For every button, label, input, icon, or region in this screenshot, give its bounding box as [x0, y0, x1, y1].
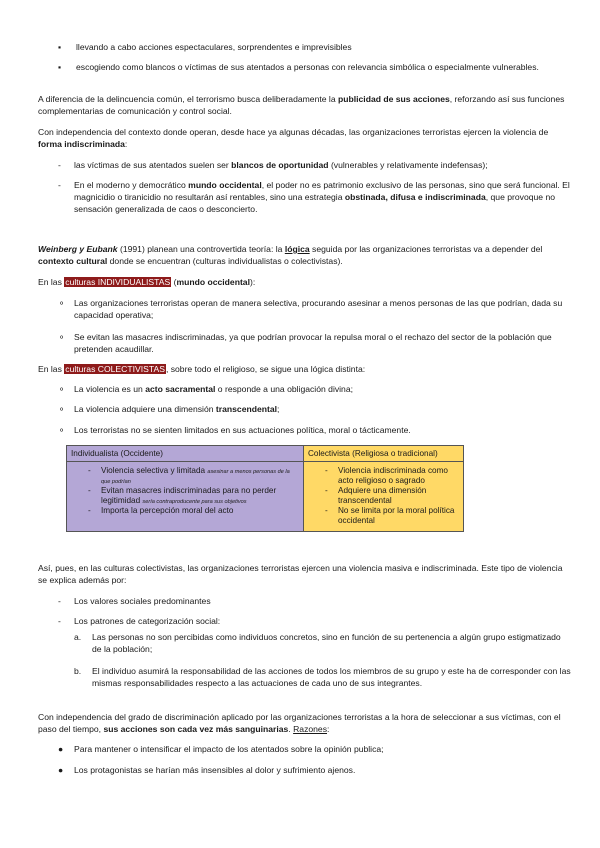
square-bullet-icon: ▪: [58, 62, 62, 72]
list-item: - En el moderno y democrático mundo occidental, el poder no es patrimonio exclusivo de las personas, sino que será funcional. El magnicidio o tiranicidio no resultarán así rentables, sino una estrategia obstinada, difusa e indiscriminada, que provoque no sensación generalizada de caos o desconcierto.: [58, 180, 570, 214]
list-item: ▪ llevando a cabo acciones espectaculares, sorprendentes e imprevisibles: [58, 42, 352, 52]
square-bullet-icon: ▪: [58, 42, 62, 52]
highlight-individualistas: culturas INDIVIDUALISTAS: [65, 277, 171, 287]
circle-bullet-icon: ⚬: [58, 384, 66, 394]
circle-bullet-icon: ⚬: [58, 404, 66, 414]
circle-bullet-icon: ⚬: [58, 298, 66, 308]
list-item: ▪ escogiendo como blancos o víctimas de sus atentados a personas con relevancia simbólica o especialmente vulnerables.: [58, 62, 539, 72]
table-list-item: - Violencia selectiva y limitada asesinar a menos personas de la que podrían: [101, 466, 299, 486]
list-item: ⚬ Los terroristas no se sienten limitados en sus actuaciones política, moral o tácticamente.: [58, 425, 411, 435]
table-header-individualista: Individualista (Occidente): [67, 446, 304, 462]
circle-bullet-icon: ⚬: [58, 425, 66, 435]
paragraph-asi-pues: Así, pues, en las culturas colectivistas, las organizaciones terroristas ejercen una violencia masiva e indiscriminada. Este tipo de violencia se explica además por:: [38, 563, 563, 585]
dash-marker: -: [58, 616, 61, 626]
table-cell-colectivista: [304, 462, 464, 532]
table-cell-individualista: [67, 462, 304, 532]
dash-marker: -: [58, 160, 61, 170]
table-list-item: - Evitan masacres indiscriminadas para no perder legitimidad sería contraproducente para sus objetivos: [101, 486, 299, 506]
list-item: - las víctimas de sus atentados suelen ser blancos de oportunidad (vulnerables y relativamente indefensas);: [58, 160, 488, 170]
circle-bullet-icon: ⚬: [58, 332, 66, 342]
list-item: ⚬ La violencia es un acto sacramental o responde a una obligación divina;: [58, 384, 354, 394]
list-item: ⚬ La violencia adquiere una dimensión transcendental;: [58, 404, 280, 414]
paragraph-weinberg: Weinberg y Eubank (1991) planean una controvertida teoría: la lógica seguida por las organizaciones terroristas va a depender del contexto cultural donde se encuentran (culturas individualistas o colectivistas).: [38, 244, 543, 266]
table-list-item: - Importa la percepción moral del acto: [101, 506, 299, 516]
table-list-item: - No se limita por la moral política occidental: [338, 506, 459, 526]
list-item: ⚬ Las organizaciones terroristas operan de manera selectiva, procurando asesinar a menos personas de las que podrían, dada su capacidad operativa;: [58, 298, 563, 320]
round-bullet-icon: ●: [58, 765, 64, 775]
dash-marker: -: [58, 596, 61, 606]
list-item: - Los valores sociales predominantes: [58, 596, 211, 606]
list-item: ● Para mantener o intensificar el impacto de los atentados sobre la opinión publica;: [58, 744, 384, 754]
list-item: - Los patrones de categorización social:: [58, 616, 221, 626]
letter-marker: a.: [74, 632, 82, 642]
letter-marker: b.: [74, 666, 82, 676]
paragraph-publicidad: A diferencia de la delincuencia común, el terrorismo busca deliberadamente la publicidad de sus acciones, reforzando así sus funciones complementarias de comunicación y control social.: [38, 94, 565, 116]
table-header-colectivista: Colectivista (Religiosa o tradicional): [304, 446, 464, 462]
colectivistas-intro: En las culturas COLECTIVISTAS, sobre todo el religioso, se sigue una lógica distinta:: [38, 364, 366, 374]
list-item: ⚬ Se evitan las masacres indiscriminadas, ya que podrían provocar la repulsa moral o el rechazo del sector de la población que pretenden acaudillar.: [58, 332, 552, 354]
dash-marker: -: [58, 180, 61, 190]
individualistas-intro: En las culturas INDIVIDUALISTAS (mundo occidental):: [38, 277, 256, 287]
table-list-item: - Violencia indiscriminada como acto religioso o sagrado: [338, 466, 459, 486]
paragraph-razones: Con independencia del grado de discriminación aplicado por las organizaciones terroristas a la hora de seleccionar a sus víctimas, con el paso del tiempo, sus acciones son cada vez más sanguinarias. Razones:: [38, 712, 561, 734]
comparison-table: [66, 445, 464, 532]
highlight-colectivistas: culturas COLECTIVISTAS: [65, 364, 165, 374]
list-item: ● Los protagonistas se harían más insensibles al dolor y sufrimiento ajenos.: [58, 765, 356, 775]
paragraph-indiscriminada: Con independencia del contexto donde operan, desde hace ya algunas décadas, las organizaciones terroristas ejercen la violencia de forma indiscriminada:: [38, 127, 549, 149]
round-bullet-icon: ●: [58, 744, 64, 754]
list-item: a. Las personas no son percibidas como individuos concretos, sino en función de su pertenencia a algún grupo estigmatizado de la población;: [74, 632, 561, 654]
table-list-item: - Adquiere una dimensión transcendental: [338, 486, 459, 506]
list-item: b. El individuo asumirá la responsabilidad de las acciones de todos los miembros de su grupo y este ha de corresponder con las mismas responsabilidades respecto a las actuaciones de cada uno de sus integrantes.: [74, 666, 571, 688]
